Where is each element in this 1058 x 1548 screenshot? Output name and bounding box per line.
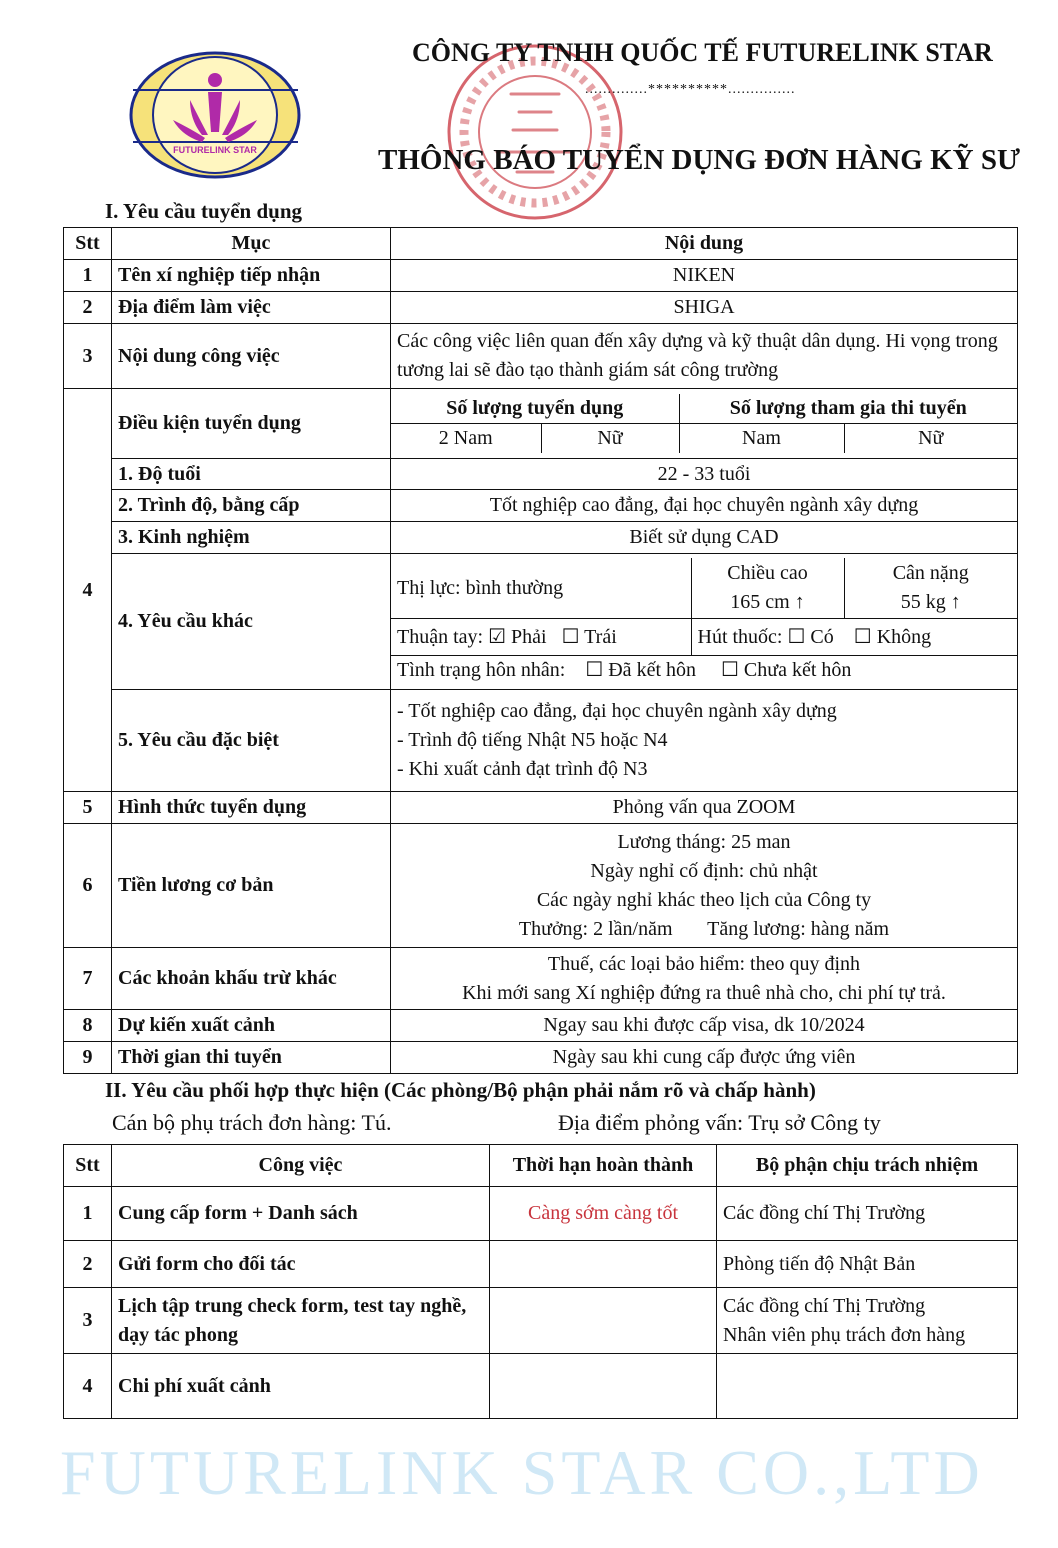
other-days-off: Các ngày nghỉ khác theo lịch của Công ty [536,888,872,911]
row-deadline [490,1288,717,1354]
row-task: Lịch tập trung check form, test tay nghề, dạy tác phong [112,1288,490,1354]
row-label: Nội dung công việc [112,324,391,389]
row-label: Dự kiến xuất cảnh [112,1010,391,1042]
svg-text:FUTURELINK STAR: FUTURELINK STAR [173,145,257,155]
interview-location: Địa điểm phỏng vấn: Trụ sở Công ty [558,1110,881,1135]
raise: Tăng lương: hàng năm [707,917,890,940]
table-row [64,1288,1018,1354]
single-checkbox[interactable]: ☐ Chưa kết hôn [721,659,852,682]
experience-label: 3. Kinh nghiệm [112,522,391,554]
row-label: Tiền lương cơ bản [112,824,391,948]
header-task: Công việc [112,1145,490,1187]
row-value: Ngày sau khi cung cấp được ứng viên [391,1042,1018,1074]
row-value: NIKEN [391,260,1018,292]
row-stt: 3 [64,324,112,389]
monthly-salary: Lương tháng: 25 man [617,830,791,853]
bonus: Thưởng: 2 lần/năm [518,917,673,940]
row-stt: 8 [64,1010,112,1042]
height-cell [691,558,844,619]
header-department: Bộ phận chịu trách nhiệm [717,1145,1018,1187]
special-item: - Tốt nghiệp cao đẳng, đại học chuyên ngành xây dựng [397,700,837,722]
row-department: Các đồng chí Thị Trường [717,1187,1018,1241]
education-label: 2. Trình độ, bằng cấp [112,490,391,522]
table-row [64,792,1018,824]
vision: Thị lực: bình thường [391,558,691,619]
smoking-label: Hút thuốc: [697,625,783,648]
table-row [64,1010,1018,1042]
row-label: Thời gian thi tuyển [112,1042,391,1074]
row-task: Gửi form cho đối tác [112,1241,490,1288]
height-label: Chiều cao [727,562,808,584]
table-row [64,324,1018,389]
handedness-label: Thuận tay: [397,625,484,648]
exam-quantity-header: Số lượng tham gia thi tuyển [679,394,1017,424]
row-stt: 2 [64,292,112,324]
row-stt: 4 [64,389,112,792]
table-row [64,1187,1018,1241]
marital-status [391,656,1017,686]
section-1-title: I. Yêu cầu tuyển dụng [105,199,303,223]
row-label: Địa điểm làm việc [112,292,391,324]
special-requirements [391,690,1018,792]
row-stt: 6 [64,824,112,948]
other-requirements-subtable [391,558,1017,686]
row-deadline [490,1241,717,1288]
exam-female: Nữ [918,427,944,449]
deduction-line: Khi mới sang Xí nghiệp đứng ra thuê nhà cho, chi phí tự trả. [462,981,946,1004]
smoking-no-checkbox[interactable]: ☐ Không [853,625,932,648]
fixed-day-off: Ngày nghỉ cố định: chủ nhật [590,859,818,882]
section-2-title: II. Yêu cầu phối hợp thực hiện (Các phòng/Bộ phận phải nắm rõ và chấp hành) [105,1078,816,1102]
company-logo [128,50,303,180]
header-deadline: Thời hạn hoàn thành [490,1145,717,1187]
special-item: - Khi xuất cảnh đạt trình độ N3 [397,758,648,780]
left-hand-checkbox[interactable]: ☐ Trái [561,625,617,648]
row-stt: 7 [64,948,112,1010]
row-value: Ngay sau khi được cấp visa, dk 10/2024 [391,1010,1018,1042]
marital-label: Tình trạng hôn nhân: [397,659,566,682]
row-department [717,1354,1018,1419]
weight-value: 55 kg ↑ [900,591,961,613]
row-stt: 3 [64,1288,112,1354]
table-row [64,1241,1018,1288]
row-label: Tên xí nghiệp tiếp nhận [112,260,391,292]
deductions [391,948,1018,1010]
company-stamp [445,42,625,222]
height-value: 165 cm ↑ [730,591,805,613]
coordination-table [63,1144,1018,1419]
row-deadline [490,1354,717,1419]
deduction-line: Thuế, các loại bảo hiểm: theo quy định [547,952,861,975]
row-deadline: Càng sớm càng tốt [490,1187,717,1241]
table-row [64,389,1018,459]
education-value: Tốt nghiệp cao đẳng, đại học chuyên ngành xây dựng [391,490,1018,522]
header-stt: Stt [64,228,112,260]
smoking-yes-checkbox[interactable]: ☐ Có [787,625,834,648]
row-stt: 9 [64,1042,112,1074]
row-stt: 4 [64,1354,112,1419]
row-label: Các khoản khấu trừ khác [112,948,391,1010]
header-stt: Stt [64,1145,112,1187]
quantity-subtable [391,394,1017,453]
company-name: CÔNG TY TNHH QUỐC TẾ FUTURELINK STAR [412,38,993,67]
quantity-header: Số lượng tuyển dụng [391,394,679,424]
watermark: FUTURELINK STAR CO.,LTD [60,1437,984,1508]
female-count: Nữ [541,424,679,454]
row-value: Phỏng vấn qua ZOOM [391,792,1018,824]
special-requirements-label: 5. Yêu cầu đặc biệt [112,690,391,792]
header-noidung: Nội dung [391,228,1018,260]
table-row [64,260,1018,292]
table-row [64,948,1018,1010]
row-task: Cung cấp form + Danh sách [112,1187,490,1241]
order-manager: Cán bộ phụ trách đơn hàng: Tú. [112,1110,392,1135]
row-stt: 1 [64,260,112,292]
exam-male: Nam [679,424,844,454]
row-department: Phòng tiến độ Nhật Bản [717,1241,1018,1288]
table-row [64,292,1018,324]
row-department: Các đồng chí Thị Trường Nhân viên phụ trách đơn hàng [717,1288,1018,1354]
divider-dots: ..............**********............... [585,82,796,97]
requirements-table [63,227,1018,1074]
age-label: 1. Độ tuổi [112,459,391,490]
other-requirements-label: 4. Yêu cầu khác [112,554,391,690]
table-row [64,824,1018,948]
header-muc: Mục [112,228,391,260]
table-row [64,1042,1018,1074]
handedness [391,619,691,656]
row-label: Hình thức tuyển dụng [112,792,391,824]
salary-details [391,824,1018,948]
weight-cell [844,558,1017,619]
married-checkbox[interactable]: ☐ Đã kết hôn [585,659,696,682]
weight-label: Cân nặng [892,562,969,584]
experience-value: Biết sử dụng CAD [391,522,1018,554]
special-item: - Trình độ tiếng Nhật N5 hoặc N4 [397,729,668,751]
smoking [691,619,1017,656]
row-stt: 2 [64,1241,112,1288]
row-stt: 5 [64,792,112,824]
age-value: 22 - 33 tuổi [391,459,1018,490]
row-value: SHIGA [391,292,1018,324]
row-label: Điều kiện tuyển dụng [112,389,391,459]
document-title: THÔNG BÁO TUYỂN DỤNG ĐƠN HÀNG KỸ SƯ [378,144,1021,176]
right-hand-checkbox[interactable]: ☑ Phải [488,625,547,648]
row-value: Các công việc liên quan đến xây dựng và kỹ thuật dân dụng. Hi vọng trong tương lai sẽ đào tạo thành giám sát công trường [391,324,1018,389]
row-stt: 1 [64,1187,112,1241]
table-row [64,1354,1018,1419]
row-task: Chi phí xuất cảnh [112,1354,490,1419]
male-count: 2 Nam [391,424,541,454]
